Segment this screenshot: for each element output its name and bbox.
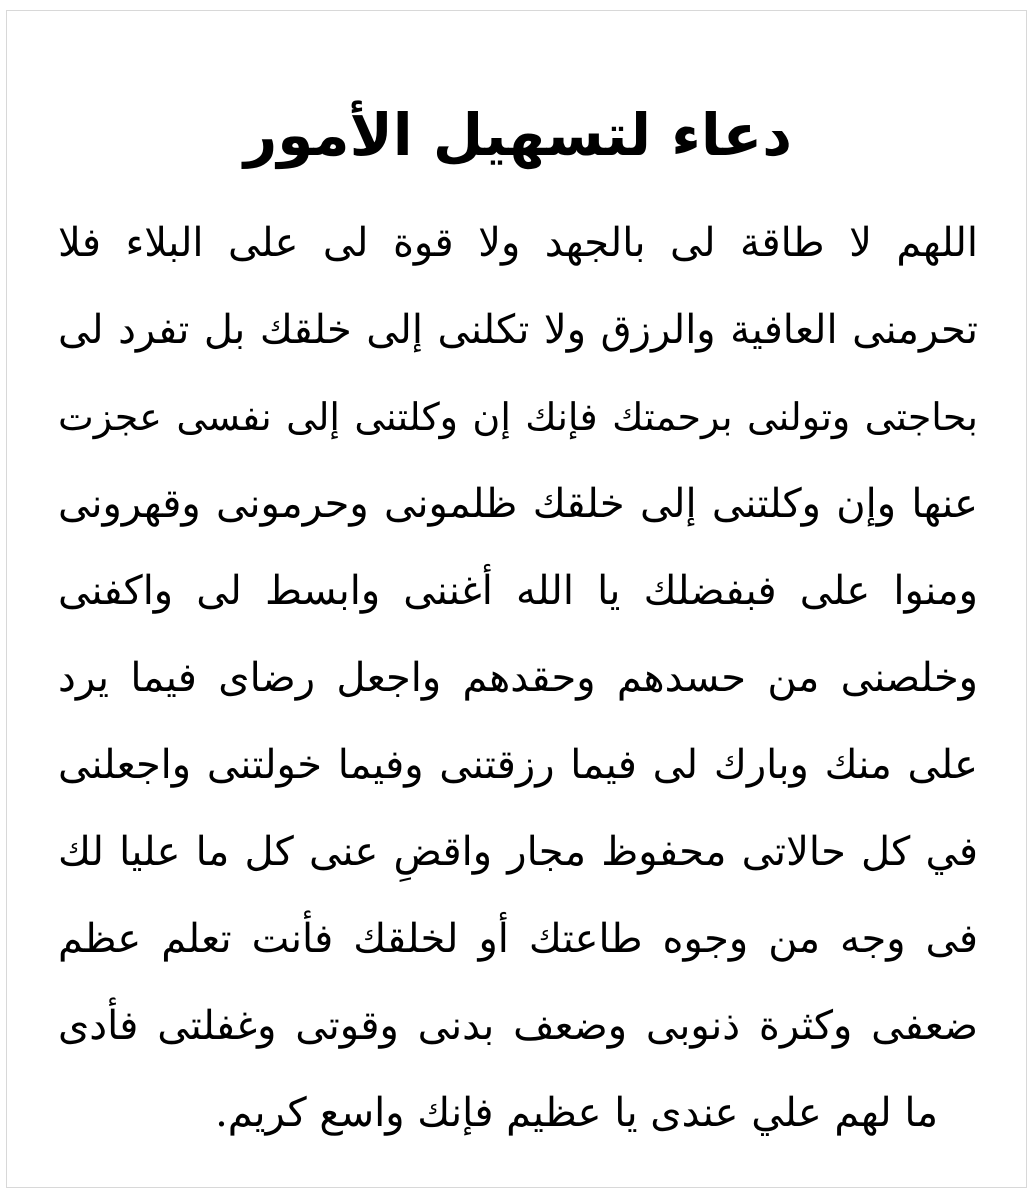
prayer-line: وخلصنى من حسدهم وحقدهم واجعل رضاى فيما يرد	[58, 655, 978, 701]
prayer-line: في كل حالاتى محفوظ مجار واقضِ عنى كل ما عليا لك	[58, 829, 978, 875]
prayer-line: اللهم لا طاقة لى بالجهد ولا قوة لى على البلاء فلا	[58, 220, 978, 266]
prayer-line: ما لهم علي عندى يا عظيم فإنك واسع كريم.	[215, 1090, 938, 1136]
prayer-body	[58, 200, 978, 1157]
prayer-line: ضعفى وكثرة ذنوبى وضعف بدنى وقوتى وغفلتى فأدى	[58, 1003, 978, 1049]
prayer-line: ومنوا على فبفضلك يا الله أغننى وابسط لى واكفنى	[58, 568, 978, 614]
prayer-line: عنها وإن وكلتنى إلى خلقك ظلمونى وحرمونى وقهرونى	[58, 481, 978, 527]
prayer-document	[58, 70, 978, 1170]
prayer-line: تحرمنى العافية والرزق ولا تكلنى إلى خلقك بل تفرد لى	[58, 307, 979, 353]
prayer-line: على منك وبارك لى فيما رزقتنى وفيما خولتنى واجعلنى	[58, 742, 978, 788]
prayer-line: بحاجتى وتولنى برحمتك فإنك إن وكلتنى إلى نفسى عجزت	[58, 395, 978, 439]
prayer-line: فى وجه من وجوه طاعتك أو لخلقك فأنت تعلم عظم	[58, 916, 978, 962]
prayer-title: دعاء لتسهيل الأمور	[243, 101, 793, 169]
